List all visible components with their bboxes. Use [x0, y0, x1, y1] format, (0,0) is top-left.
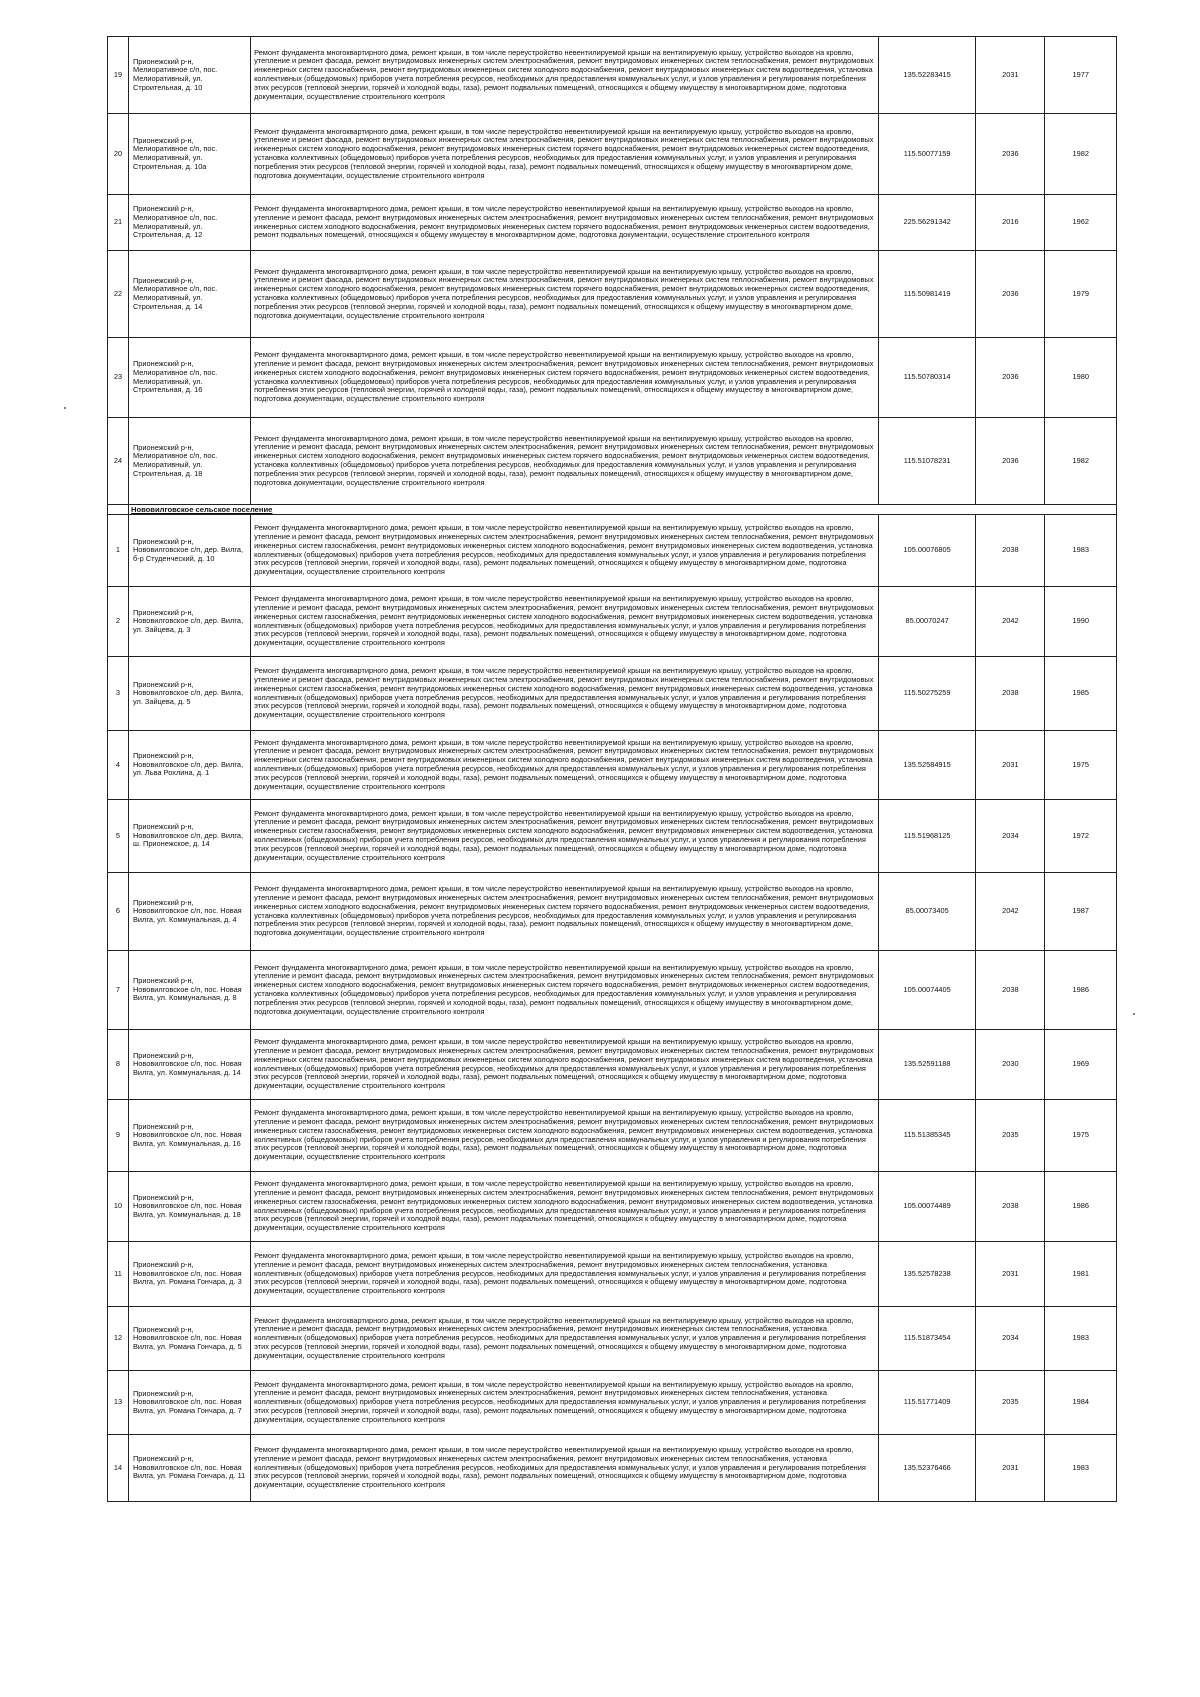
build-year: 1986	[1045, 1172, 1117, 1242]
work-description: Ремонт фундамента многоквартирного дома, ремонт крыши, в том числе переустройство невентилируемой крыши на вентилируемую крышу, устройство выходов на кровлю, утепление и ремонт фасада, ремонт внутридомовых инженерных систем электроснабжения, ремонт внутридомовых инженерных систем теплоснабжения, установка коллективных (общедомовых) приборов учета потребления ресурсов, необходимых для предоставления коммунальных услуг, и узлов управления и регулирования потребления этих ресурсов (тепловой энергии, горячей и холодной воды, газа), ремонт подвальных помещений, относящихся к общему имуществу в многоквартирном доме, подготовка документации, осуществление строительного контроля	[251, 1371, 879, 1435]
table-row	[108, 1307, 1117, 1371]
work-description: Ремонт фундамента многоквартирного дома, ремонт крыши, в том числе переустройство невентилируемой крыши на вентилируемую крышу, устройство выходов на кровлю, утепление и ремонт фасада, ремонт внутридомовых инженерных систем электроснабжения, ремонт внутридомовых инженерных систем теплоснабжения, ремонт внутридомовых инженерных систем газоснабжения, ремонт внутридомовых инженерных систем холодного водоснабжения, ремонт внутридомовых инженерных систем водоотведения, установка коллективных (общедомовых) приборов учета потребления ресурсов, необходимых для предоставления коммунальных услуг, и узлов управления и регулирования потребления этих ресурсов (тепловой энергии, горячей и холодной воды, газа), ремонт подвальных помещений, относящихся к общему имуществу в многоквартирном доме, подготовка документации, осуществление строительного контроля	[251, 657, 879, 731]
cost-value: 115.51078231	[878, 418, 975, 505]
work-description: Ремонт фундамента многоквартирного дома, ремонт крыши, в том числе переустройство невентилируемой крыши на вентилируемую крышу, устройство выходов на кровлю, утепление и ремонт фасада, ремонт внутридомовых инженерных систем электроснабжения, ремонт внутридомовых инженерных систем теплоснабжения, ремонт внутридомовых инженерных систем холодного водоснабжения, ремонт внутридомовых инженерных систем горячего водоснабжения, ремонт внутридомовых инженерных систем водоотведения, ремонт подвальных помещений, относящихся к общему имуществу в многоквартирном доме, подготовка документации, осуществление строительного контроля	[251, 195, 879, 251]
address-cell: Прионежский р-н, Мелиоративное с/п, пос. Мелиоративный, ул. Строительная, д. 14	[128, 251, 250, 338]
planned-year: 2030	[976, 1030, 1045, 1100]
cost-value: 135.52584915	[878, 731, 975, 800]
row-number: 24	[108, 418, 129, 505]
table-row	[108, 338, 1117, 418]
cost-value: 105.00074489	[878, 1172, 975, 1242]
cost-value: 115.51771409	[878, 1371, 975, 1435]
build-year: 1983	[1045, 1307, 1117, 1371]
table-body	[108, 37, 1117, 1502]
work-description: Ремонт фундамента многоквартирного дома, ремонт крыши, в том числе переустройство невентилируемой крыши на вентилируемую крышу, устройство выходов на кровлю, утепление и ремонт фасада, ремонт внутридомовых инженерных систем электроснабжения, ремонт внутридомовых инженерных систем теплоснабжения, ремонт внутридомовых инженерных систем газоснабжения, ремонт внутридомовых инженерных систем холодного водоснабжения, ремонт внутридомовых инженерных систем водоотведения, установка коллективных (общедомовых) приборов учета потребления ресурсов, необходимых для предоставления коммунальных услуг, и узлов управления и регулирования потребления этих ресурсов (тепловой энергии, горячей и холодной воды, газа), ремонт подвальных помещений, относящихся к общему имуществу в многоквартирном доме, подготовка документации, осуществление строительного контроля	[251, 587, 879, 657]
cost-value: 85.00073405	[878, 873, 975, 951]
planned-year: 2016	[976, 195, 1045, 251]
build-year: 1987	[1045, 873, 1117, 951]
table-row	[108, 731, 1117, 800]
row-number: 1	[108, 515, 129, 587]
cost-value: 85.00070247	[878, 587, 975, 657]
address-cell: Прионежский р-н, Мелиоративное с/п, пос. Мелиоративный, ул. Строительная, д. 12	[128, 195, 250, 251]
planned-year: 2031	[976, 1435, 1045, 1502]
repair-program-table	[107, 36, 1117, 1502]
build-year: 1980	[1045, 338, 1117, 418]
row-number: 14	[108, 1435, 129, 1502]
cost-value: 135.52591188	[878, 1030, 975, 1100]
work-description: Ремонт фундамента многоквартирного дома, ремонт крыши, в том числе переустройство невентилируемой крыши на вентилируемую крышу, устройство выходов на кровлю, утепление и ремонт фасада, ремонт внутридомовых инженерных систем электроснабжения, ремонт внутридомовых инженерных систем теплоснабжения, ремонт внутридомовых инженерных систем холодного водоснабжения, ремонт внутридомовых инженерных систем горячего водоснабжения, ремонт внутридомовых инженерных систем водоотведения, установка коллективных (общедомовых) приборов учета потребления ресурсов, необходимых для предоставления коммунальных услуг, и узлов управления и регулирования потребления этих ресурсов (тепловой энергии, горячей и холодной воды, газа), ремонт подвальных помещений, относящихся к общему имуществу в многоквартирном доме, подготовка документации, осуществление строительного контроля	[251, 251, 879, 338]
row-number: 20	[108, 114, 129, 195]
address-cell: Прионежский р-н, Нововилговское с/п, пос. Новая Вилга, ул. Коммунальная, д. 18	[128, 1172, 250, 1242]
table-row	[108, 1172, 1117, 1242]
build-year: 1972	[1045, 800, 1117, 873]
planned-year: 2042	[976, 873, 1045, 951]
planned-year: 2031	[976, 37, 1045, 114]
section-header-row	[108, 505, 1117, 515]
cost-value: 115.51873454	[878, 1307, 975, 1371]
work-description: Ремонт фундамента многоквартирного дома, ремонт крыши, в том числе переустройство невентилируемой крыши на вентилируемую крышу, устройство выходов на кровлю, утепление и ремонт фасада, ремонт внутридомовых инженерных систем электроснабжения, ремонт внутридомовых инженерных систем теплоснабжения, ремонт внутридомовых инженерных систем газоснабжения, ремонт внутридомовых инженерных систем холодного водоснабжения, ремонт внутридомовых инженерных систем водоотведения, установка коллективных (общедомовых) приборов учета потребления ресурсов, необходимых для предоставления коммунальных услуг, и узлов управления и регулирования потребления этих ресурсов (тепловой энергии, горячей и холодной воды, газа), ремонт подвальных помещений, относящихся к общему имуществу в многоквартирном доме, подготовка документации, осуществление строительного контроля	[251, 731, 879, 800]
cost-value: 135.52376466	[878, 1435, 975, 1502]
address-cell: Прионежский р-н, Нововилговское с/п, дер. Вилга, ш. Прионежское, д. 14	[128, 800, 250, 873]
build-year: 1977	[1045, 37, 1117, 114]
cost-value: 115.50077159	[878, 114, 975, 195]
row-number: 9	[108, 1100, 129, 1172]
cost-value: 115.51385345	[878, 1100, 975, 1172]
row-number: 7	[108, 951, 129, 1030]
work-description: Ремонт фундамента многоквартирного дома, ремонт крыши, в том числе переустройство невентилируемой крыши на вентилируемую крышу, устройство выходов на кровлю, утепление и ремонт фасада, ремонт внутридомовых инженерных систем электроснабжения, ремонт внутридомовых инженерных систем теплоснабжения, ремонт внутридомовых инженерных систем газоснабжения, ремонт внутридомовых инженерных систем холодного водоснабжения, ремонт внутридомовых инженерных систем водоотведения, установка коллективных (общедомовых) приборов учета потребления ресурсов, необходимых для предоставления коммунальных услуг, и узлов управления и регулирования потребления этих ресурсов (тепловой энергии, горячей и холодной воды, газа), ремонт подвальных помещений, относящихся к общему имуществу в многоквартирном доме, подготовка документации, осуществление строительного контроля	[251, 515, 879, 587]
table-row	[108, 1242, 1117, 1307]
planned-year: 2036	[976, 114, 1045, 195]
row-number: 6	[108, 873, 129, 951]
build-year: 1986	[1045, 951, 1117, 1030]
table-row	[108, 251, 1117, 338]
work-description: Ремонт фундамента многоквартирного дома, ремонт крыши, в том числе переустройство невентилируемой крыши на вентилируемую крышу, устройство выходов на кровлю, утепление и ремонт фасада, ремонт внутридомовых инженерных систем электроснабжения, ремонт внутридомовых инженерных систем теплоснабжения, ремонт внутридомовых инженерных систем холодного водоснабжения, ремонт внутридомовых инженерных систем горячего водоснабжения, ремонт внутридомовых инженерных систем водоотведения, установка коллективных (общедомовых) приборов учета потребления ресурсов, необходимых для предоставления коммунальных услуг, и узлов управления и регулирования потребления этих ресурсов (тепловой энергии, горячей и холодной воды, газа), ремонт подвальных помещений, относящихся к общему имуществу в многоквартирном доме, подготовка документации, осуществление строительного контроля	[251, 338, 879, 418]
address-cell: Прионежский р-н, Нововилговское с/п, пос. Новая Вилга, ул. Романа Гончара, д. 5	[128, 1307, 250, 1371]
address-cell: Прионежский р-н, Мелиоративное с/п, пос. Мелиоративный, ул. Строительная, д. 18	[128, 418, 250, 505]
cost-value: 115.50275259	[878, 657, 975, 731]
address-cell: Прионежский р-н, Нововилговское с/п, пос. Новая Вилга, ул. Коммунальная, д. 8	[128, 951, 250, 1030]
row-number: 3	[108, 657, 129, 731]
build-year: 1962	[1045, 195, 1117, 251]
address-cell: Прионежский р-н, Нововилговское с/п, пос. Новая Вилга, ул. Романа Гончара, д. 11	[128, 1435, 250, 1502]
address-cell: Прионежский р-н, Нововилговское с/п, пос. Новая Вилга, ул. Романа Гончара, д. 7	[128, 1371, 250, 1435]
build-year: 1984	[1045, 1371, 1117, 1435]
address-cell: Прионежский р-н, Нововилговское с/п, пос. Новая Вилга, ул. Коммунальная, д. 4	[128, 873, 250, 951]
planned-year: 2031	[976, 1242, 1045, 1307]
row-number: 21	[108, 195, 129, 251]
address-cell: Прионежский р-н, Мелиоративное с/п, пос. Мелиоративный, ул. Строительная, д. 16	[128, 338, 250, 418]
planned-year: 2031	[976, 731, 1045, 800]
table-row	[108, 951, 1117, 1030]
table-row	[108, 114, 1117, 195]
planned-year: 2034	[976, 800, 1045, 873]
cost-value: 115.51968125	[878, 800, 975, 873]
table-row	[108, 873, 1117, 951]
row-number: 19	[108, 37, 129, 114]
cost-value: 135.52283415	[878, 37, 975, 114]
table-row	[108, 418, 1117, 505]
work-description: Ремонт фундамента многоквартирного дома, ремонт крыши, в том числе переустройство невентилируемой крыши на вентилируемую крышу, устройство выходов на кровлю, утепление и ремонт фасада, ремонт внутридомовых инженерных систем электроснабжения, ремонт внутридомовых инженерных систем теплоснабжения, ремонт внутридомовых инженерных систем газоснабжения, ремонт внутридомовых инженерных систем холодного водоснабжения, ремонт внутридомовых инженерных систем водоотведения, установка коллективных (общедомовых) приборов учета потребления ресурсов, необходимых для предоставления коммунальных услуг, и узлов управления и регулирования потребления этих ресурсов (тепловой энергии, горячей и холодной воды, газа), ремонт подвальных помещений, относящихся к общему имуществу в многоквартирном доме, подготовка документации, осуществление строительного контроля	[251, 1100, 879, 1172]
address-cell: Прионежский р-н, Мелиоративное с/п, пос. Мелиоративный, ул. Строительная, д. 10а	[128, 114, 250, 195]
row-number: 5	[108, 800, 129, 873]
row-number: 10	[108, 1172, 129, 1242]
planned-year: 2035	[976, 1100, 1045, 1172]
cost-value: 225.56291342	[878, 195, 975, 251]
build-year: 1979	[1045, 251, 1117, 338]
address-cell: Прионежский р-н, Нововилговское с/п, пос. Новая Вилга, ул. Коммунальная, д. 14	[128, 1030, 250, 1100]
build-year: 1975	[1045, 1100, 1117, 1172]
scan-speck	[64, 407, 66, 409]
planned-year: 2038	[976, 657, 1045, 731]
build-year: 1982	[1045, 114, 1117, 195]
table-row	[108, 657, 1117, 731]
table-row	[108, 800, 1117, 873]
work-description: Ремонт фундамента многоквартирного дома, ремонт крыши, в том числе переустройство невентилируемой крыши на вентилируемую крышу, устройство выходов на кровлю, утепление и ремонт фасада, ремонт внутридомовых инженерных систем электроснабжения, ремонт внутридомовых инженерных систем теплоснабжения, ремонт внутридомовых инженерных систем газоснабжения, ремонт внутридомовых инженерных систем холодного водоснабжения, ремонт внутридомовых инженерных систем водоотведения, установка коллективных (общедомовых) приборов учета потребления ресурсов, необходимых для предоставления коммунальных услуг, и узлов управления и регулирования потребления этих ресурсов (тепловой энергии, горячей и холодной воды, газа), ремонт подвальных помещений, относящихся к общему имуществу в многоквартирном доме, подготовка документации, осуществление строительного контроля	[251, 800, 879, 873]
cost-value: 115.50780314	[878, 338, 975, 418]
work-description: Ремонт фундамента многоквартирного дома, ремонт крыши, в том числе переустройство невентилируемой крыши на вентилируемую крышу, устройство выходов на кровлю, утепление и ремонт фасада, ремонт внутридомовых инженерных систем электроснабжения, ремонт внутридомовых инженерных систем теплоснабжения, ремонт внутридомовых инженерных систем газоснабжения, ремонт внутридомовых инженерных систем холодного водоснабжения, ремонт внутридомовых инженерных систем водоотведения, установка коллективных (общедомовых) приборов учета потребления ресурсов, необходимых для предоставления коммунальных услуг, и узлов управления и регулирования потребления этих ресурсов (тепловой энергии, горячей и холодной воды, газа), ремонт подвальных помещений, относящихся к общему имуществу в многоквартирном доме, подготовка документации, осуществление строительного контроля	[251, 1172, 879, 1242]
section-title: Нововилговское сельское поселение	[128, 505, 1116, 515]
build-year: 1983	[1045, 1435, 1117, 1502]
cost-value: 105.00076805	[878, 515, 975, 587]
work-description: Ремонт фундамента многоквартирного дома, ремонт крыши, в том числе переустройство невентилируемой крыши на вентилируемую крышу, устройство выходов на кровлю, утепление и ремонт фасада, ремонт внутридомовых инженерных систем электроснабжения, ремонт внутридомовых инженерных систем теплоснабжения, ремонт внутридомовых инженерных систем холодного водоснабжения, ремонт внутридомовых инженерных систем горячего водоснабжения, ремонт внутридомовых инженерных систем водоотведения, установка коллективных (общедомовых) приборов учета потребления ресурсов, необходимых для предоставления коммунальных услуг, и узлов управления и регулирования потребления этих ресурсов (тепловой энергии, горячей и холодной воды, газа), ремонт подвальных помещений, относящихся к общему имуществу в многоквартирном доме, подготовка документации, осуществление строительного контроля	[251, 114, 879, 195]
row-number: 12	[108, 1307, 129, 1371]
table-row	[108, 1030, 1117, 1100]
scan-speck	[1133, 1013, 1135, 1015]
address-cell: Прионежский р-н, Мелиоративное с/п, пос. Мелиоративный, ул. Строительная, д. 10	[128, 37, 250, 114]
capital-repair-table-page	[107, 36, 1117, 1502]
build-year: 1981	[1045, 1242, 1117, 1307]
planned-year: 2034	[976, 1307, 1045, 1371]
build-year: 1982	[1045, 418, 1117, 505]
work-description: Ремонт фундамента многоквартирного дома, ремонт крыши, в том числе переустройство невентилируемой крыши на вентилируемую крышу, устройство выходов на кровлю, утепление и ремонт фасада, ремонт внутридомовых инженерных систем электроснабжения, ремонт внутридомовых инженерных систем теплоснабжения, ремонт внутридомовых инженерных систем газоснабжения, ремонт внутридомовых инженерных систем холодного водоснабжения, ремонт внутридомовых инженерных систем водоотведения, установка коллективных (общедомовых) приборов учета потребления ресурсов, необходимых для предоставления коммунальных услуг, и узлов управления и регулирования потребления этих ресурсов (тепловой энергии, горячей и холодной воды, газа), ремонт подвальных помещений, относящихся к общему имуществу в многоквартирном доме, подготовка документации, осуществление строительного контроля	[251, 37, 879, 114]
work-description: Ремонт фундамента многоквартирного дома, ремонт крыши, в том числе переустройство невентилируемой крыши на вентилируемую крышу, устройство выходов на кровлю, утепление и ремонт фасада, ремонт внутридомовых инженерных систем электроснабжения, ремонт внутридомовых инженерных систем теплоснабжения, ремонт внутридомовых инженерных систем газоснабжения, ремонт внутридомовых инженерных систем холодного водоснабжения, ремонт внутридомовых инженерных систем водоотведения, установка коллективных (общедомовых) приборов учета потребления ресурсов, необходимых для предоставления коммунальных услуг, и узлов управления и регулирования потребления этих ресурсов (тепловой энергии, горячей и холодной воды, газа), ремонт подвальных помещений, относящихся к общему имуществу в многоквартирном доме, подготовка документации, осуществление строительного контроля	[251, 1030, 879, 1100]
cost-value: 135.52578238	[878, 1242, 975, 1307]
work-description: Ремонт фундамента многоквартирного дома, ремонт крыши, в том числе переустройство невентилируемой крыши на вентилируемую крышу, устройство выходов на кровлю, утепление и ремонт фасада, ремонт внутридомовых инженерных систем электроснабжения, ремонт внутридомовых инженерных систем теплоснабжения, установка коллективных (общедомовых) приборов учета потребления ресурсов, необходимых для предоставления коммунальных услуг, и узлов управления и регулирования потребления этих ресурсов (тепловой энергии, горячей и холодной воды, газа), ремонт подвальных помещений, относящихся к общему имуществу в многоквартирном доме, подготовка документации, осуществление строительного контроля	[251, 1242, 879, 1307]
table-row	[108, 1371, 1117, 1435]
work-description: Ремонт фундамента многоквартирного дома, ремонт крыши, в том числе переустройство невентилируемой крыши на вентилируемую крышу, устройство выходов на кровлю, утепление и ремонт фасада, ремонт внутридомовых инженерных систем электроснабжения, ремонт внутридомовых инженерных систем теплоснабжения, установка коллективных (общедомовых) приборов учета потребления ресурсов, необходимых для предоставления коммунальных услуг, и узлов управления и регулирования потребления этих ресурсов (тепловой энергии, горячей и холодной воды, газа), ремонт подвальных помещений, относящихся к общему имуществу в многоквартирном доме, подготовка документации, осуществление строительного контроля	[251, 1307, 879, 1371]
row-number: 4	[108, 731, 129, 800]
section-spacer	[108, 505, 129, 515]
planned-year: 2038	[976, 951, 1045, 1030]
planned-year: 2042	[976, 587, 1045, 657]
address-cell: Прионежский р-н, Нововилговское с/п, дер. Вилга, ул. Зайцева, д. 3	[128, 587, 250, 657]
build-year: 1990	[1045, 587, 1117, 657]
planned-year: 2038	[976, 515, 1045, 587]
planned-year: 2036	[976, 251, 1045, 338]
row-number: 23	[108, 338, 129, 418]
cost-value: 115.50981419	[878, 251, 975, 338]
row-number: 2	[108, 587, 129, 657]
row-number: 8	[108, 1030, 129, 1100]
work-description: Ремонт фундамента многоквартирного дома, ремонт крыши, в том числе переустройство невентилируемой крыши на вентилируемую крышу, устройство выходов на кровлю, утепление и ремонт фасада, ремонт внутридомовых инженерных систем электроснабжения, ремонт внутридомовых инженерных систем теплоснабжения, установка коллективных (общедомовых) приборов учета потребления ресурсов, необходимых для предоставления коммунальных услуг, и узлов управления и регулирования потребления этих ресурсов (тепловой энергии, горячей и холодной воды, газа), ремонт подвальных помещений, относящихся к общему имуществу в многоквартирном доме, подготовка документации, осуществление строительного контроля	[251, 1435, 879, 1502]
build-year: 1975	[1045, 731, 1117, 800]
planned-year: 2036	[976, 338, 1045, 418]
table-row	[108, 1435, 1117, 1502]
work-description: Ремонт фундамента многоквартирного дома, ремонт крыши, в том числе переустройство невентилируемой крыши на вентилируемую крышу, устройство выходов на кровлю, утепление и ремонт фасада, ремонт внутридомовых инженерных систем электроснабжения, ремонт внутридомовых инженерных систем теплоснабжения, ремонт внутридомовых инженерных систем холодного водоснабжения, ремонт внутридомовых инженерных систем горячего водоснабжения, ремонт внутридомовых инженерных систем водоотведения, установка коллективных (общедомовых) приборов учета потребления ресурсов, необходимых для предоставления коммунальных услуг, и узлов управления и регулирования потребления этих ресурсов (тепловой энергии, горячей и холодной воды, газа), ремонт подвальных помещений, относящихся к общему имуществу в многоквартирном доме, подготовка документации, осуществление строительного контроля	[251, 951, 879, 1030]
work-description: Ремонт фундамента многоквартирного дома, ремонт крыши, в том числе переустройство невентилируемой крыши на вентилируемую крышу, устройство выходов на кровлю, утепление и ремонт фасада, ремонт внутридомовых инженерных систем электроснабжения, ремонт внутридомовых инженерных систем теплоснабжения, ремонт внутридомовых инженерных систем холодного водоснабжения, ремонт внутридомовых инженерных систем горячего водоснабжения, ремонт внутридомовых инженерных систем водоотведения, установка коллективных (общедомовых) приборов учета потребления ресурсов, необходимых для предоставления коммунальных услуг, и узлов управления и регулирования потребления этих ресурсов (тепловой энергии, горячей и холодной воды, газа), ремонт подвальных помещений, относящихся к общему имуществу в многоквартирном доме, подготовка документации, осуществление строительного контроля	[251, 418, 879, 505]
build-year: 1983	[1045, 515, 1117, 587]
address-cell: Прионежский р-н, Нововилговское с/п, пос. Новая Вилга, ул. Романа Гончара, д. 3	[128, 1242, 250, 1307]
table-row	[108, 1100, 1117, 1172]
address-cell: Прионежский р-н, Нововилговское с/п, дер. Вилга, ул. Зайцева, д. 5	[128, 657, 250, 731]
row-number: 13	[108, 1371, 129, 1435]
cost-value: 105.00074405	[878, 951, 975, 1030]
address-cell: Прионежский р-н, Нововилговское с/п, дер. Вилга, б-р Студенческий, д. 10	[128, 515, 250, 587]
planned-year: 2035	[976, 1371, 1045, 1435]
row-number: 11	[108, 1242, 129, 1307]
build-year: 1969	[1045, 1030, 1117, 1100]
work-description: Ремонт фундамента многоквартирного дома, ремонт крыши, в том числе переустройство невентилируемой крыши на вентилируемую крышу, устройство выходов на кровлю, утепление и ремонт фасада, ремонт внутридомовых инженерных систем электроснабжения, ремонт внутридомовых инженерных систем теплоснабжения, ремонт внутридомовых инженерных систем холодного водоснабжения, ремонт внутридомовых инженерных систем горячего водоснабжения, ремонт внутридомовых инженерных систем водоотведения, установка коллективных (общедомовых) приборов учета потребления ресурсов, необходимых для предоставления коммунальных услуг, и узлов управления и регулирования потребления этих ресурсов (тепловой энергии, горячей и холодной воды, газа), ремонт подвальных помещений, относящихся к общему имуществу в многоквартирном доме, подготовка документации, осуществление строительного контроля	[251, 873, 879, 951]
row-number: 22	[108, 251, 129, 338]
table-row	[108, 37, 1117, 114]
planned-year: 2036	[976, 418, 1045, 505]
table-row	[108, 587, 1117, 657]
planned-year: 2038	[976, 1172, 1045, 1242]
table-row	[108, 195, 1117, 251]
address-cell: Прионежский р-н, Нововилговское с/п, пос. Новая Вилга, ул. Коммунальная, д. 16	[128, 1100, 250, 1172]
table-row	[108, 515, 1117, 587]
address-cell: Прионежский р-н, Нововилговское с/п, дер. Вилга, ул. Льва Рохлина, д. 1	[128, 731, 250, 800]
build-year: 1985	[1045, 657, 1117, 731]
